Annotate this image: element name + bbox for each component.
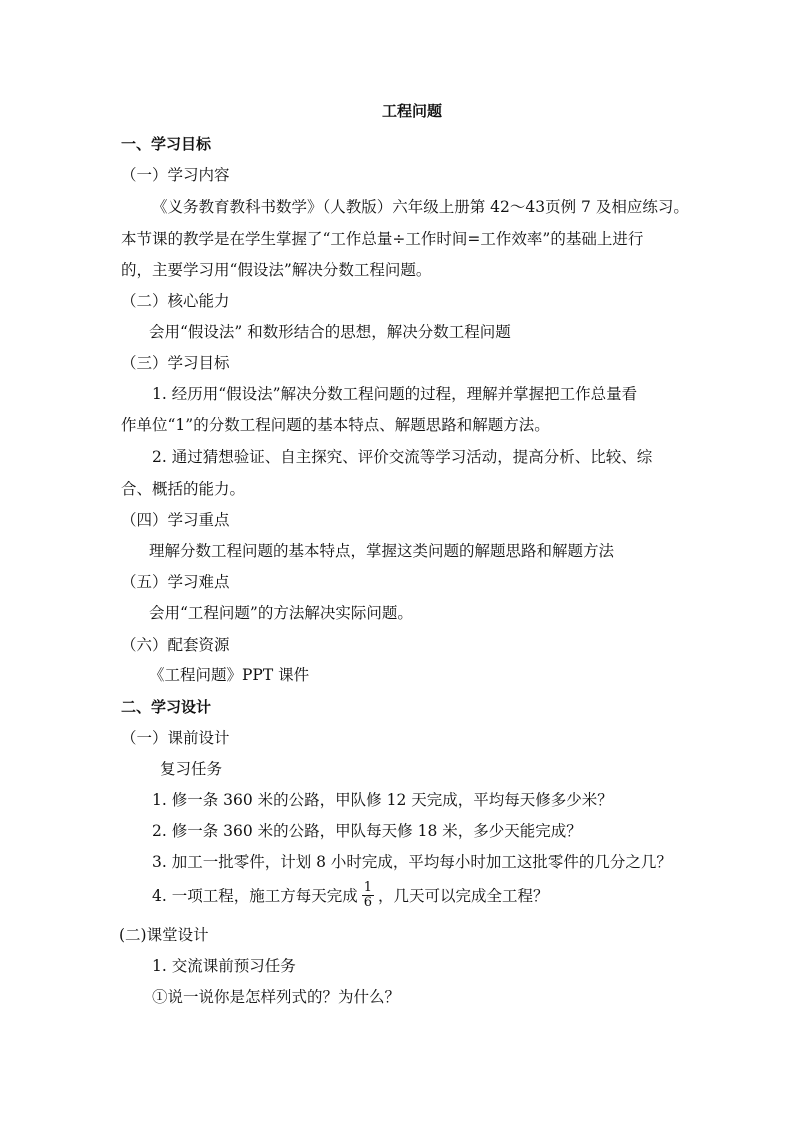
paragraph-difficulties: 会用“工程问题”的方法解决实际问题。 bbox=[149, 604, 413, 622]
objective-2-line2: 合、概括的能力。 bbox=[121, 480, 246, 498]
section-heading-goals: 一、学习目标 bbox=[121, 135, 212, 153]
subheading-difficulties: （五）学习难点 bbox=[121, 573, 230, 591]
fraction-denominator: 6 bbox=[363, 894, 372, 910]
question-1: 1. 修一条 360 米的公路，甲队修 12 天完成，平均每天修多少米？ bbox=[152, 791, 613, 809]
paragraph-key-points: 理解分数工程问题的基本特点，掌握这类问题的解题思路和解题方法 bbox=[149, 542, 615, 560]
subheading-pre-class: （一）课前设计 bbox=[121, 729, 230, 747]
in-class-item-1a: ①说一说你是怎样列式的？为什么？ bbox=[152, 988, 401, 1006]
subheading-resources: （六）配套资源 bbox=[121, 636, 230, 654]
page-title: 工程问题 bbox=[382, 102, 443, 120]
objective-1-line2: 作单位“1”的分数工程问题的基本特点、解题思路和解题方法。 bbox=[121, 416, 550, 434]
question-2: 2. 修一条 360 米的公路，甲队每天修 18 米，多少天能完成？ bbox=[152, 822, 582, 840]
objective-1-line1: 1. 经历用“假设法”解决分数工程问题的过程，理解并掌握把工作总量看 bbox=[152, 385, 638, 403]
paragraph-core-ability: 会用“假设法” 和数形结合的思想，解决分数工程问题 bbox=[149, 323, 511, 341]
paragraph-content-line3: 的，主要学习用“假设法”解决分数工程问题。 bbox=[121, 261, 432, 279]
question-4-suffix: ，几天可以完成全工程？ bbox=[378, 887, 549, 905]
objective-2-line1: 2. 通过猜想验证、自主探究、评价交流等学习活动，提高分析、比较、综 bbox=[152, 448, 653, 466]
paragraph-content-line1: 《义务教育教科书数学》（人教版）六年级上册第 42～43页例 7 及相应练习。 bbox=[152, 198, 689, 216]
fraction-one-sixth bbox=[362, 881, 374, 910]
in-class-item-1: 1. 交流课前预习任务 bbox=[152, 957, 296, 975]
question-4-prefix: 4. 一项工程，施工方每天完成 bbox=[152, 887, 358, 905]
fraction-numerator: 1 bbox=[363, 879, 372, 895]
subheading-in-class: (二)课堂设计 bbox=[119, 926, 209, 944]
review-task-label: 复习任务 bbox=[160, 760, 223, 778]
section-heading-design: 二、学习设计 bbox=[121, 698, 212, 716]
paragraph-resources: 《工程问题》PPT 课件 bbox=[149, 666, 310, 684]
subheading-core-ability: （二）核心能力 bbox=[121, 292, 230, 310]
question-3: 3. 加工一批零件，计划 8 小时完成，平均每小时加工这批零件的几分之几？ bbox=[152, 853, 672, 871]
subheading-key-points: （四）学习重点 bbox=[121, 511, 230, 529]
subheading-objectives: （三）学习目标 bbox=[121, 354, 230, 372]
paragraph-content-line2: 本节课的教学是在学生掌握了“工作总量÷工作时间=工作效率”的基础上进行 bbox=[121, 230, 644, 248]
subheading-content: （一）学习内容 bbox=[121, 166, 230, 184]
question-4 bbox=[152, 880, 549, 912]
